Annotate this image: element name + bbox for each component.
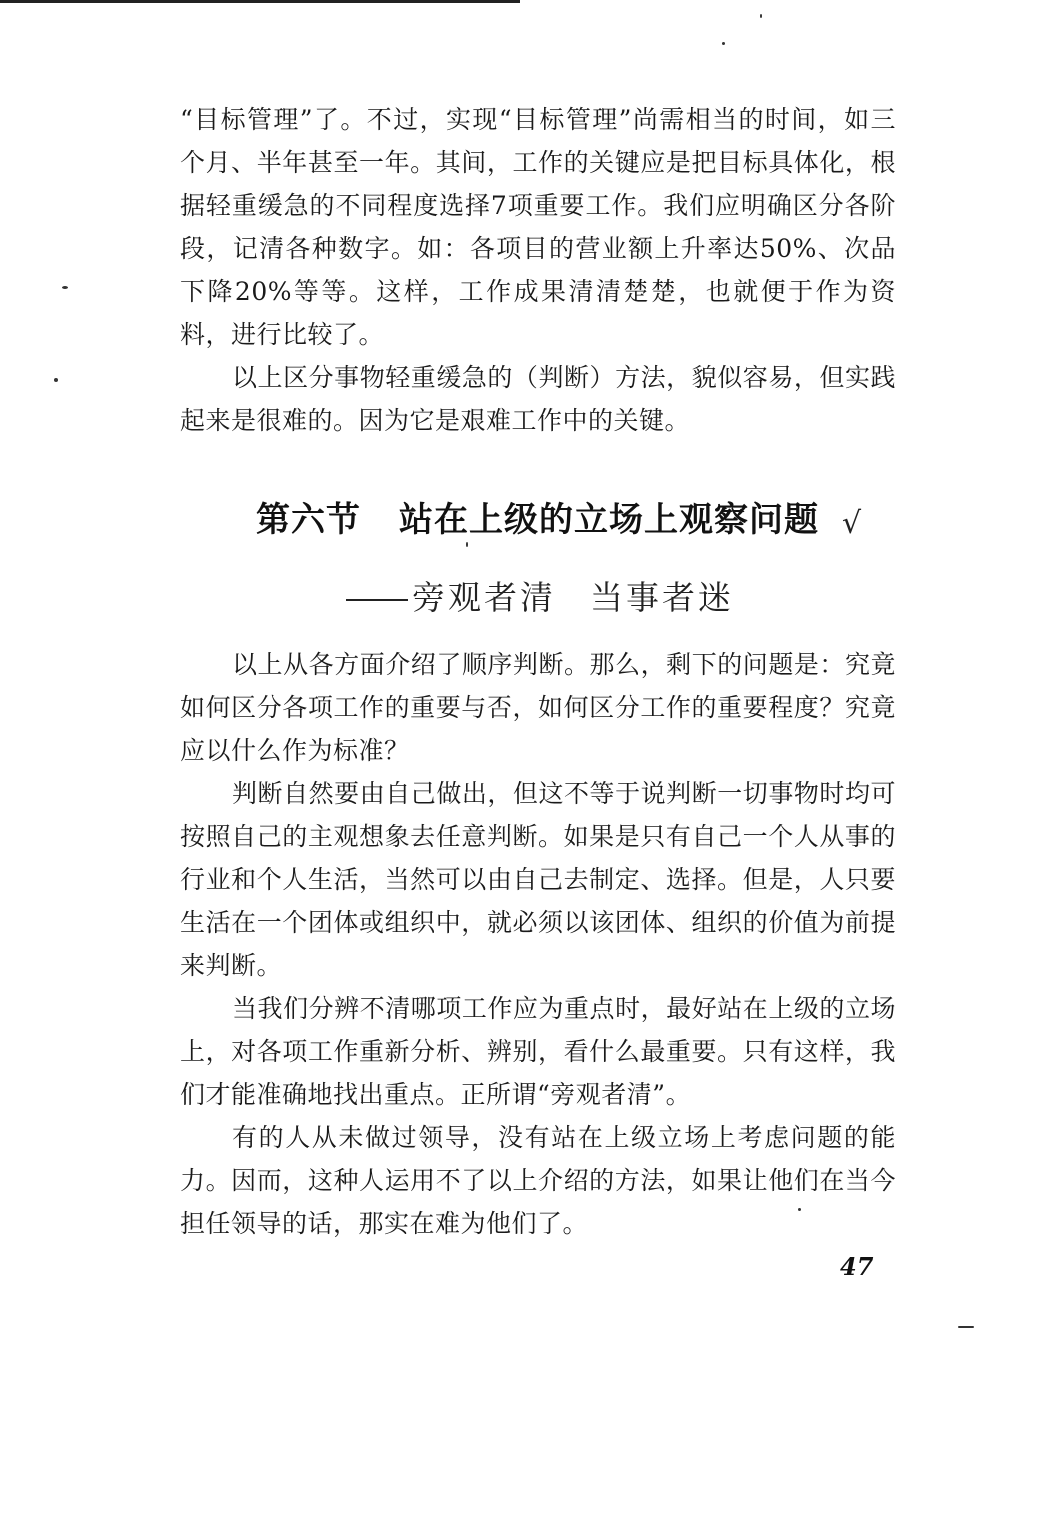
paragraph: 以上从各方面介绍了顺序判断。那么，剩下的问题是：究竟如何区分各项工作的重要与否，如何区分工作的重要程度？究竟应以什么作为标准？	[180, 650, 896, 765]
page-number: 47	[840, 1252, 874, 1281]
subtitle-part: 当事者迷	[590, 578, 734, 617]
main-text-block	[180, 643, 896, 1245]
scan-speck	[54, 378, 58, 382]
paragraph: “目标管理”了。不过，实现“目标管理”尚需相当的时间，如三个月、半年甚至一年。其间，工作的关键应是把目标具体化，根据轻重缓急的不同程度选择7项重要工作。我们应明确区分各阶段，记清各种数字。如：各项目的营业额上升率达50%、次品下降20%等等。这样，工作成果清清楚楚，也就便于作为资料，进行比较了。	[180, 105, 896, 349]
section-number: 第六节	[256, 500, 361, 540]
section-subtitle	[346, 572, 734, 619]
paragraph: 以上区分事物轻重缓急的（判断）方法，貌似容易，但实践起来是很难的。因为它是艰难工作中的关键。	[180, 363, 896, 435]
subtitle-part: 旁观者清	[412, 578, 556, 617]
paragraph: 有的人从未做过领导，没有站在上级立场上考虑问题的能力。因而，这种人运用不了以上介绍的方法，如果让他们在当今担任领导的话，那实在难为他们了。	[180, 1123, 896, 1238]
scan-speck	[466, 542, 468, 547]
scan-edge-line	[0, 0, 520, 3]
scan-speck	[760, 14, 762, 18]
scan-speck	[958, 1326, 974, 1328]
section-title: 站在上级的立场上观察问题	[399, 500, 819, 540]
scan-speck	[722, 42, 725, 45]
check-mark-icon: √	[842, 506, 862, 541]
dash-rule	[346, 599, 408, 601]
paragraph: 当我们分辨不清哪项工作应为重点时，最好站在上级的立场上，对各项工作重新分析、辨别，看什么最重要。只有这样，我们才能准确地找出重点。正所谓“旁观者清”。	[180, 994, 896, 1109]
scan-speck	[62, 286, 68, 289]
section-heading	[256, 492, 819, 541]
paragraph: 判断自然要由自己做出，但这不等于说判断一切事物时均可按照自己的主观想象去任意判断。如果是只有自己一个人从事的行业和个人生活，当然可以由自己去制定、选择。但是，人只要生活在一个团体或组织中，就必须以该团体、组织的价值为前提来判断。	[180, 779, 896, 980]
top-text-block	[180, 98, 896, 442]
